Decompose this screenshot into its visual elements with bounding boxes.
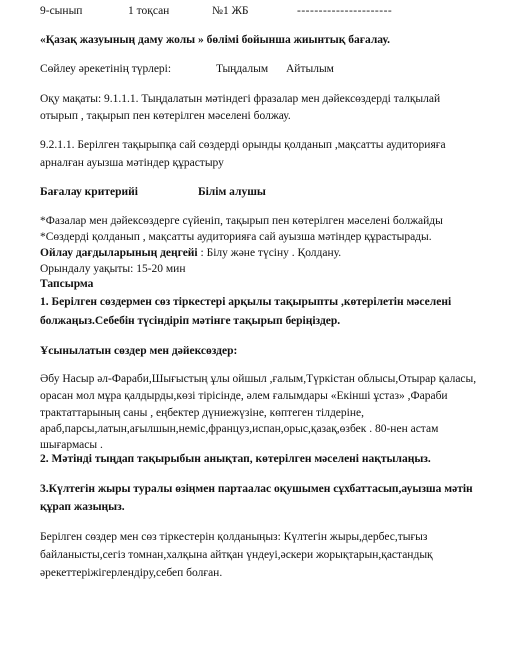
speech-type-speaking: Айтылым — [286, 63, 334, 75]
thinking-skills-label: Ойлау дағдыларының деңгейі — [40, 247, 198, 259]
suggested-words-label: Ұсынылатын сөздер мен дәйексөздер: — [40, 345, 238, 357]
goal-2-line-1: 9.2.1.1. Берілген тақырыпқа сай сөздерді орынды қолданып ,мақсатты аудиторияға — [40, 139, 446, 151]
thinking-skills-line — [40, 246, 341, 260]
words-line-1: Әбу Насыр әл-Фараби,Шығыстың ұлы ойшыл ,ғалым,Түркістан облысы,Отырар қаласы, — [40, 373, 477, 385]
task-1-line-1: 1. Берілген сөздермен сөз тіркестері арқылы тақырыпты ,көтерілетін мәселені — [40, 296, 452, 308]
words-line-3: трактаттарының саны , еңбектер дүниежүзіне, көптеген тілдеріне, — [40, 407, 364, 419]
task-3-line-2: құрап жазыңыз. — [40, 501, 125, 513]
given-words-line-3: әрекеттеріжігерлендіру,себеп болған. — [40, 567, 223, 579]
speech-types-label: Сөйлеу әрекетінің түрлері: — [40, 63, 172, 75]
criterion-1: *Фазалар мен дәйексөздерге сүйеніп, тақырып пен көтерілген мәселені болжайды — [40, 215, 443, 227]
words-line-2: орасан мол мұра қалдырды,көзі тірісінде, әлем ғалымдары «Екінші ұстаз» ,Фараби — [40, 390, 448, 402]
task-label: Тапсырма — [40, 278, 94, 290]
criterion-2: *Сөздерді қолданып , мақсатты аудиторияға сай ауызша мәтіндер құрастырады. — [40, 231, 432, 243]
thinking-skills-value: : Білу және түсіну . Қолдану. — [197, 247, 342, 259]
term-label: 1 тоқсан — [128, 5, 170, 17]
document-title: «Қазақ жазуының даму жолы » бөлімі бойынша жиынтық бағалау. — [40, 34, 390, 46]
task-3-line-1: 3.Күлтегін жыры туралы өзіңмен партаалас оқушымен сұхбаттасып,ауызша мәтін — [40, 483, 473, 495]
task-1-line-2: болжаңыз.Себебін түсіндіріп мәтінге тақырып беріңіздер. — [40, 315, 341, 327]
assessment-number: №1 ЖБ — [212, 5, 249, 17]
task-2: 2. Мәтінді тыңдап тақырыбын анықтап, көтерілген мәселені нақтылаңыз. — [40, 453, 431, 465]
given-words-line-2: байланысты,сегіз томнан,халқына айтқан үндеуі,әскери жорықтарын,қастандық — [40, 549, 433, 561]
goal-1-line-1: Оқу мақаты: 9.1.1.1. Тыңдалатын мәтіндегі фразалар мен дәйексөздерді талқылай — [40, 93, 441, 105]
learner-label: Білім алушы — [198, 186, 266, 198]
goal-1-line-2: отырып , тақырып пен көтерілген мәселені болжау. — [40, 110, 291, 122]
words-line-5: шығармасы . — [40, 439, 103, 451]
words-line-4: араб,парсы,латын,ағылшын,неміс,француз,испан,орыс,қазақ,өзбек . 80-нен астам — [40, 423, 439, 435]
time-limit: Орындалу уақыты: 15-20 мин — [40, 263, 186, 275]
goal-2-line-2: арналған ауызша мәтіндер құрастыру — [40, 157, 224, 169]
grade-label: 9-сынып — [40, 5, 83, 17]
given-words-line-1: Берілген сөздер мен сөз тіркестерін қолданыңыз: Күлтегін жыры,дербес,тығыз — [40, 531, 428, 543]
speech-type-listening: Тыңдалым — [216, 63, 269, 75]
header-dashes: ---------------------- — [297, 5, 393, 17]
criteria-label: Бағалау критерийі — [40, 186, 138, 198]
